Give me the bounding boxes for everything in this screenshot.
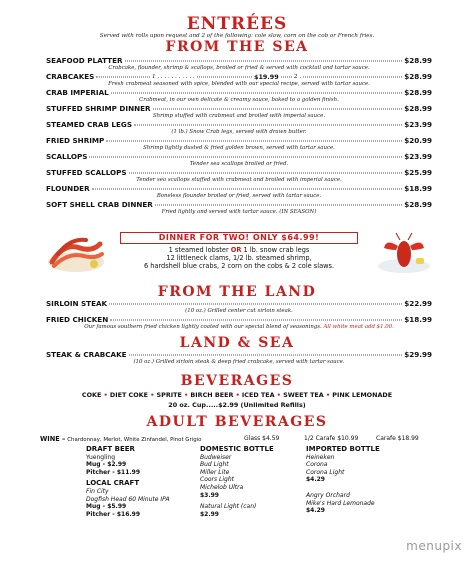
item-description: (10 oz.) Grilled center cut sirloin steak. (185, 308, 293, 314)
land-and-sea-title: LAND & SEA (179, 335, 295, 351)
item-name: STEAK & CRABCAKE (46, 350, 127, 359)
dinner-line-3: 6 hardshell blue crabs, 2 corn on the cobs & 2 cole slaws. (143, 262, 335, 270)
item-name: STEAMED CRAB LEGS (46, 120, 133, 129)
dinner-for-two-box (46, 228, 432, 278)
imported-price: $4.29 (306, 476, 325, 484)
dinner-line-2b: 1/2 lb. steamed shrimp, (232, 254, 312, 262)
item-description-text: Our famous southern fried chicken lightly coated with our special blend of seasonings. (84, 324, 322, 330)
wine-glass-price: Glass $4.59 (244, 435, 280, 442)
local-craft-title: LOCAL CRAFT (86, 479, 140, 488)
item-description: Boneless flounder broiled or fried, served with tartar sauce. (156, 193, 322, 199)
domestic-bottle-column (200, 446, 274, 518)
imported-brand: Corona (306, 461, 328, 469)
local-mug-price: Mug - $5.99 (86, 503, 127, 511)
item-name: SEAFOOD PLATTER (46, 56, 123, 65)
menu-item (46, 316, 432, 331)
item-price: $28.99 (404, 200, 432, 209)
domestic-brand: Miller Lite (200, 468, 230, 476)
item-description: Crabmeat, in our own delicate & creamy sauce, baked to a golden finish. (139, 97, 339, 103)
local-brand: Dogfish Head 60 Minute IPA (86, 495, 170, 503)
from-the-sea-title: FROM THE SEA (165, 39, 309, 55)
adult-beverages-title: ADULT BEVERAGES (146, 414, 328, 430)
menu-item (46, 185, 432, 200)
refill-note: 20 oz. Cup.....$2.99 (Unlimited Refills) (168, 401, 306, 409)
item-name: SCALLOPS (46, 152, 88, 161)
imported-bottle-column (306, 446, 380, 515)
local-pitcher-price: Pitcher - $16.99 (86, 510, 140, 518)
item-description: (10 oz.) Grilled sirloin steak & deep fried crabcake, served with tartar sauce. (133, 359, 345, 365)
item-description (46, 324, 432, 331)
imported-other-price: $4.29 (306, 507, 325, 515)
item-description: Tender sea scallops broiled or fried. (189, 161, 289, 167)
imported-bottle-title: IMPORTED BOTTLE (306, 445, 380, 453)
item-price: $28.99 (404, 88, 432, 97)
wine-label: WINE – (40, 435, 66, 443)
beverage-item: COKE (81, 391, 102, 399)
item-name: STUFFED SCALLOPS (46, 168, 127, 177)
wine-carafe-price: Carafe $18.99 (376, 435, 419, 442)
menu-item (46, 351, 432, 366)
item-name: STUFFED SHRIMP DINNER (46, 104, 151, 113)
menu-item (46, 73, 432, 88)
item-price: $28.99 (404, 56, 432, 65)
domestic-brand: Coors Light (200, 476, 235, 484)
item-price: $23.99 (404, 152, 432, 161)
dinner-line-1a: 1 steamed lobster (168, 246, 231, 254)
dinner-line-2a: 12 littleneck clams, (166, 254, 231, 262)
menu-item (46, 153, 432, 168)
item-price: $22.99 (404, 299, 432, 308)
crab-legs-image (46, 232, 106, 274)
wine-row (40, 435, 440, 443)
wine-types: Chardonnay, Merlot, White Zinfandel, Pinot Grigio (67, 437, 202, 443)
item-name: FRIED CHICKEN (46, 315, 109, 324)
entrees-note: Served with rolls upon request and 2 of the following: cole slaw, corn on the cob or French fries. (99, 33, 375, 39)
dinner-for-two-details (110, 246, 368, 270)
item-description: (1 lb.) Snow Crab legs, served with drawn butter. (171, 129, 307, 135)
beverage-item: SWEET TEA (283, 391, 324, 399)
watermark: menupix (406, 539, 462, 553)
item-price: $29.99 (404, 350, 432, 359)
menu-item (46, 121, 432, 136)
item-name: FLOUNDER (46, 184, 90, 193)
item-price: $18.99 (404, 315, 432, 324)
dinner-for-two-title: DINNER FOR TWO! ONLY $64.99! (120, 232, 358, 244)
item-name: CRAB IMPERIAL (46, 88, 109, 97)
item-name: SOFT SHELL CRAB DINNER (46, 200, 153, 209)
domestic-bottle-title: DOMESTIC BOTTLE (200, 445, 274, 453)
menu-item (46, 105, 432, 120)
beverage-item: BIRCH BEER (190, 391, 234, 399)
item-description: Shrimp stuffed with crabmeat and broiled with imperial sauce. (152, 113, 326, 119)
menu-item (46, 300, 432, 315)
draft-pitcher-price: Pitcher - $11.99 (86, 468, 140, 476)
menu-item (46, 169, 432, 184)
item-description: Fresh crabmeat seasoned with spice, blended with our special recipe, served with tartar sauce. (108, 81, 370, 87)
item-mid-label-2: 2 . (294, 74, 302, 80)
draft-mug-price: Mug - $2.99 (86, 461, 127, 469)
item-description: Fried lightly and served with tartar sauce. (IN SEASON) (161, 209, 317, 215)
item-description: Crabcake, flounder, shrimp & scallops, broiled or fried & served with cocktail and tartar sauce. (108, 65, 370, 71)
item-mid-label: 1 . . . . . . . . . . . (152, 74, 195, 80)
draft-beer-title: DRAFT BEER (86, 445, 135, 453)
dinner-line-or: OR (230, 246, 242, 254)
item-description: Shrimp lightly dusted & fried golden brown, served with tartar sauce. (143, 145, 335, 151)
local-brand: Fin City (86, 487, 109, 495)
item-price: $20.99 (404, 136, 432, 145)
lobster-image (372, 232, 432, 274)
item-name: FRIED SHRIMP (46, 136, 105, 145)
item-name: SIRLOIN STEAK (46, 299, 108, 308)
wine-half-carafe-price: 1/2 Carafe $10.99 (304, 435, 359, 442)
item-description-note: All white meat add $1.00. (323, 324, 394, 330)
imported-brand: Heineken (306, 453, 335, 461)
beverage-item: PINK LEMONADE (332, 391, 393, 399)
item-price: $23.99 (404, 120, 432, 129)
draft-brand: Yuengling (86, 453, 116, 461)
domestic-brand: Bud Light (200, 461, 229, 469)
item-description: Tender sea scallops stuffed with crabmeat and broiled with imperial sauce. (136, 177, 342, 183)
imported-other: Angry Orchard (306, 491, 350, 499)
imported-other: Mike's Hard Lemonade (306, 499, 375, 507)
imported-brand: Corona Light (306, 468, 345, 476)
beverages-title: BEVERAGES (180, 373, 294, 389)
domestic-brand: Michelob Ultra (200, 483, 244, 491)
item-price: $28.99 (404, 104, 432, 113)
natural-light-price: $2.99 (200, 510, 219, 518)
draft-beer-column (86, 446, 170, 518)
domestic-price: $3.99 (200, 491, 219, 499)
item-name: CRABCAKES (46, 72, 95, 81)
beverage-item: SPRITE (156, 391, 182, 399)
beverage-item: ICED TEA (241, 391, 275, 399)
item-price: $25.99 (404, 168, 432, 177)
item-price: $18.99 (404, 184, 432, 193)
menu-item (46, 89, 432, 104)
from-the-land-title: FROM THE LAND (157, 284, 317, 300)
item-price: $28.99 (404, 72, 432, 81)
menu-item (46, 57, 432, 72)
domestic-brand: Budweiser (200, 453, 232, 461)
item-mid-price: $19.99 (254, 73, 279, 81)
beverage-list: COKE • DIET COKE • SPRITE • BIRCH BEER • ICED TEA • SWEET TEA • PINK LEMONADE (81, 391, 393, 399)
entrees-title: ENTRÉES (186, 14, 288, 34)
natural-light: Natural Light (can) (200, 503, 257, 511)
menu-item (46, 137, 432, 152)
menu-item (46, 201, 432, 216)
beverage-item: DIET COKE (109, 391, 148, 399)
dinner-line-1b: 1 lb. snow crab legs (241, 246, 310, 254)
